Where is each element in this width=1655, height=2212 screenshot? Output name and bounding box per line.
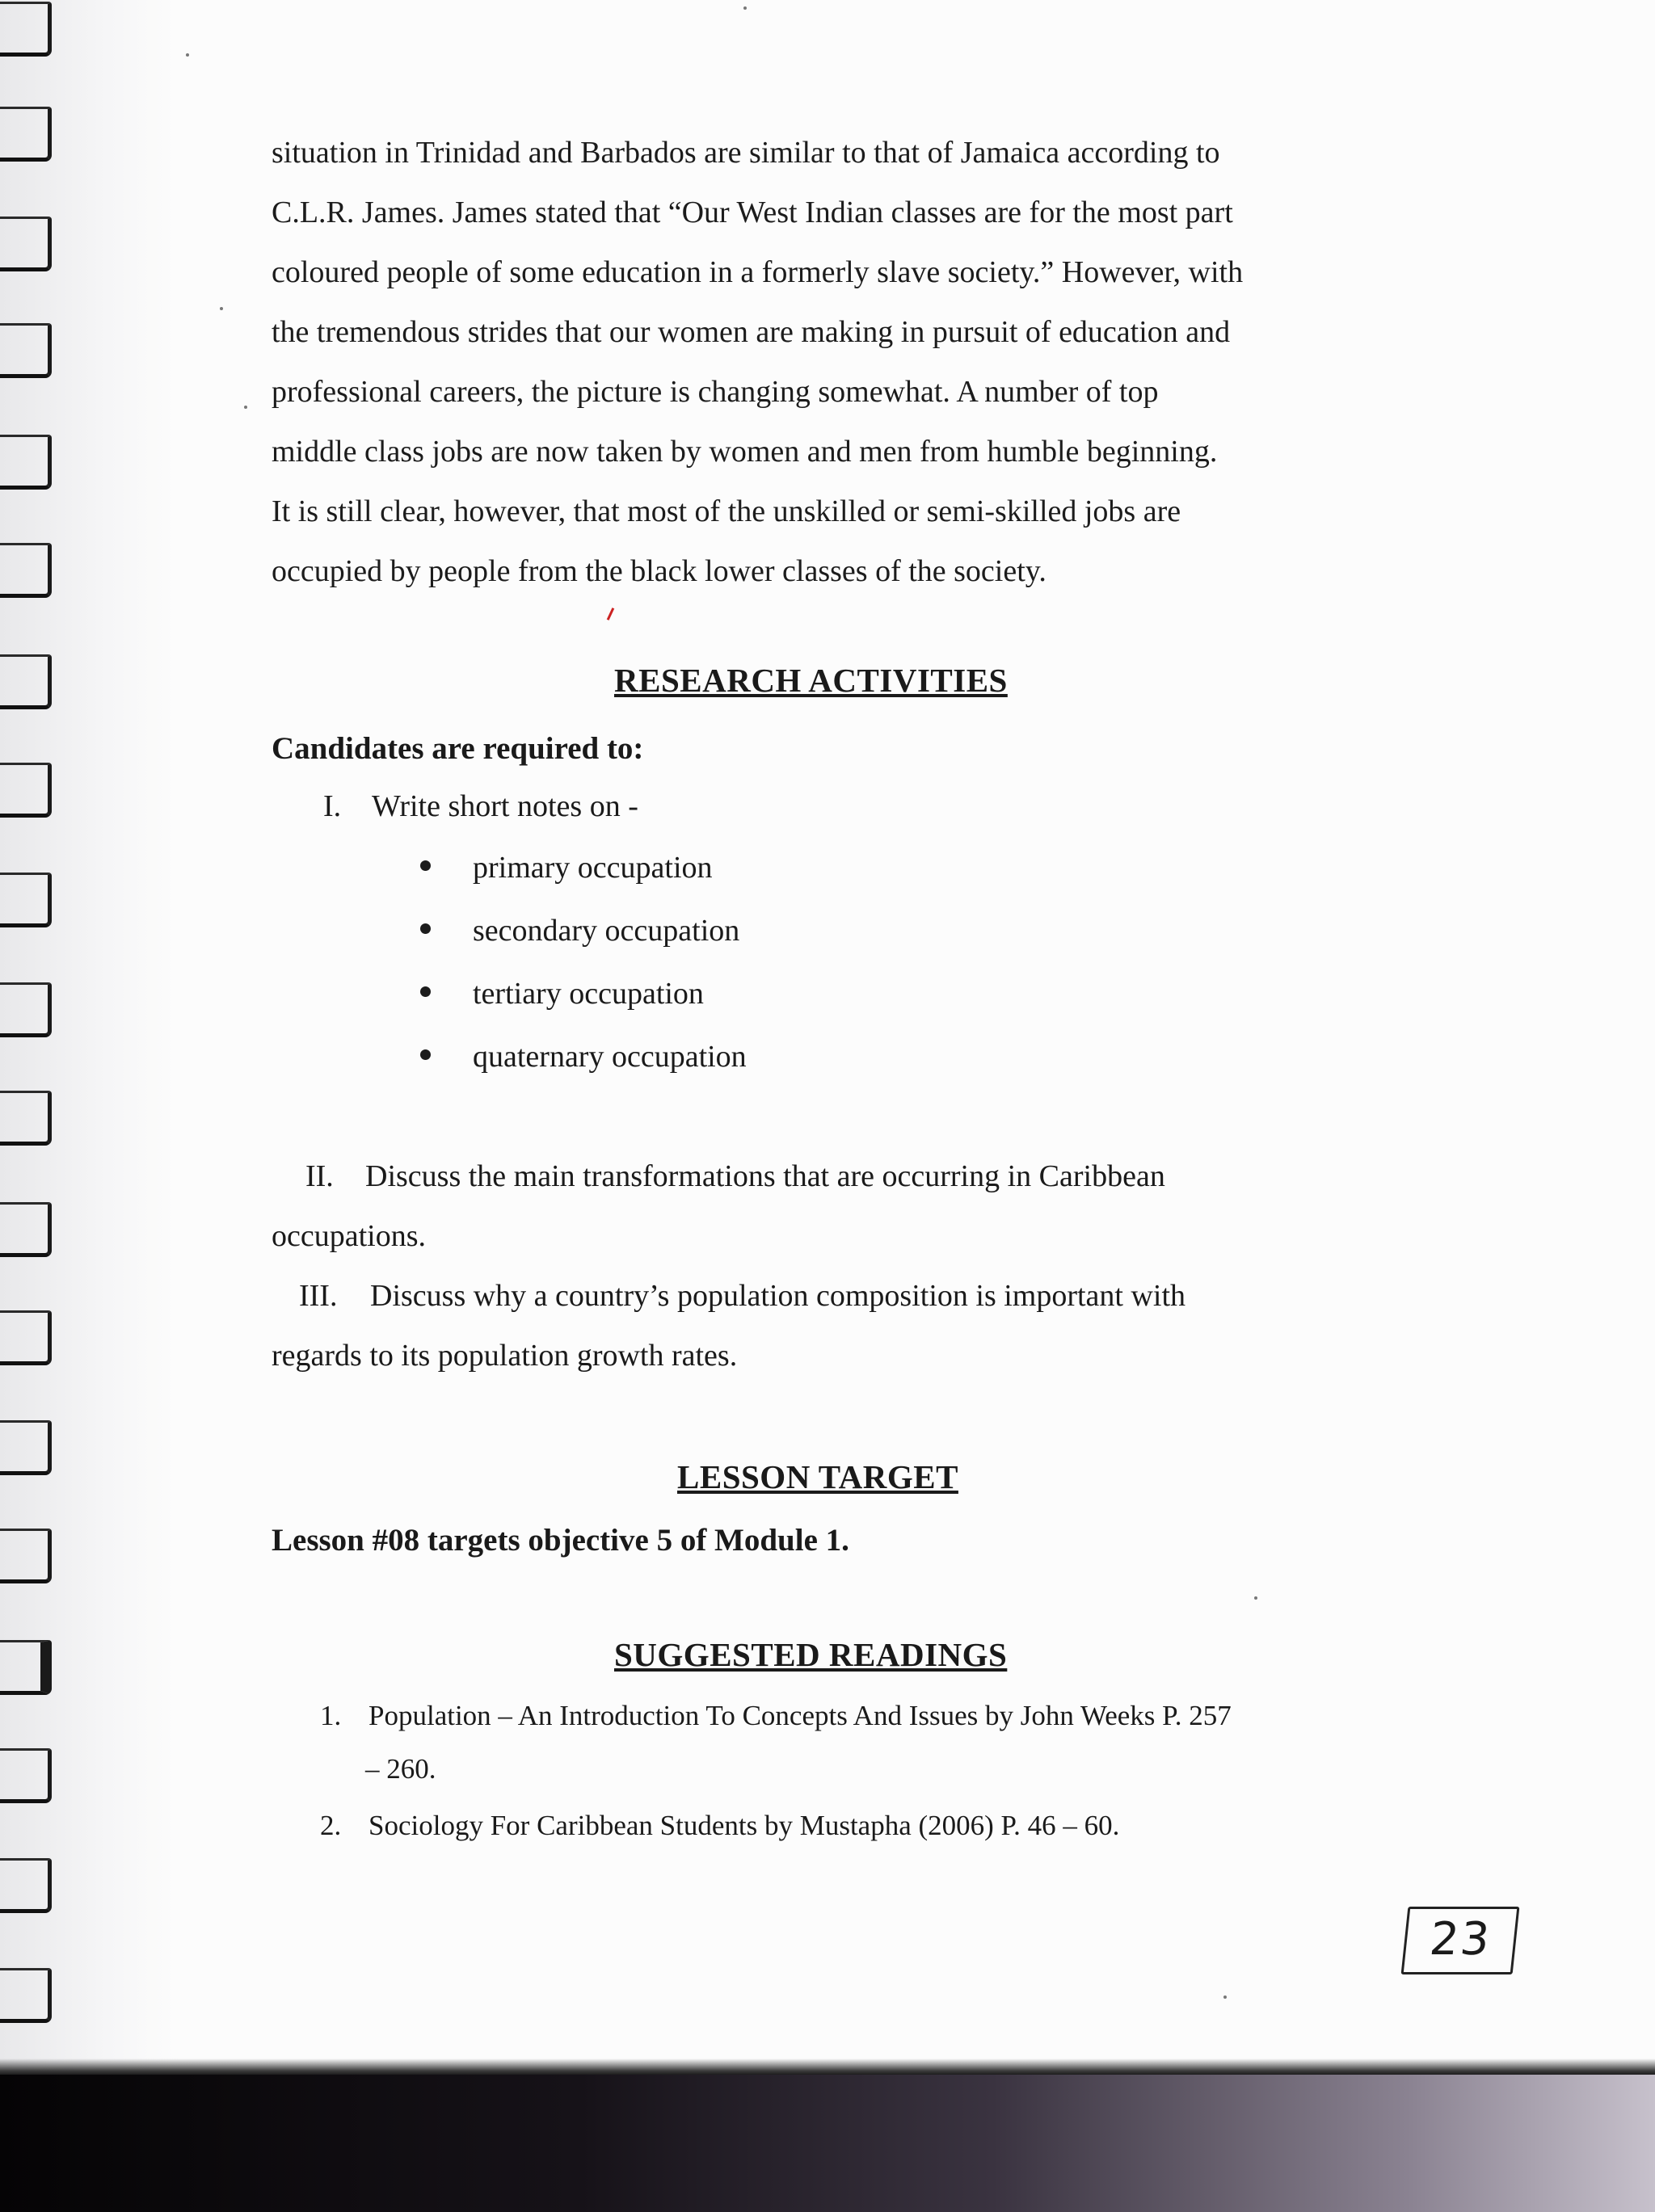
suggested-readings-heading: SUGGESTED READINGS (614, 1636, 1008, 1673)
binding-ring (0, 1091, 52, 1146)
research-item-continuation: regards to its population growth rates. (272, 1339, 738, 1373)
paragraph-line: professional careers, the picture is changing somewhat. A number of top (272, 375, 1159, 409)
reading-number: 2. (320, 1810, 342, 1841)
lesson-target-text: Lesson #08 targets objective 5 of Module 1. (272, 1523, 849, 1558)
reading-text: Sociology For Caribbean Students by Mustapha (2006) P. 46 – 60. (368, 1810, 1120, 1841)
scanner-background (0, 2075, 1655, 2212)
bullet-text: quaternary occupation (473, 1040, 747, 1074)
scan-speck (220, 307, 223, 310)
research-item-text: Discuss the main transformations that are occurring in Caribbean (365, 1159, 1165, 1193)
bullet-text: primary occupation (473, 851, 713, 885)
item-numeral: II. (305, 1159, 334, 1193)
paragraph-line: It is still clear, however, that most of the unskilled or semi-skilled jobs are (272, 494, 1181, 528)
binding-ring (0, 982, 52, 1037)
binding-ring (0, 763, 52, 818)
binding-ring (0, 1310, 52, 1365)
bullet-item (420, 850, 713, 885)
bullet-icon (420, 923, 431, 934)
paragraph-line: C.L.R. James. James stated that “Our West Indian classes are for the most part (272, 196, 1233, 229)
binding-ring (0, 217, 52, 271)
binding-ring (0, 1748, 52, 1803)
reading-continuation: – 260. (365, 1753, 436, 1785)
reading-number: 1. (320, 1700, 342, 1731)
bullet-text: tertiary occupation (473, 977, 704, 1011)
item-numeral: III. (299, 1279, 338, 1313)
paragraph-line: situation in Trinidad and Barbados are similar to that of Jamaica according to (272, 136, 1220, 170)
bullet-icon (420, 1049, 431, 1060)
binding-ring (0, 1858, 52, 1913)
lesson-target-heading: LESSON TARGET (677, 1458, 958, 1495)
paragraph-line: the tremendous strides that our women are making in pursuit of education and (272, 315, 1231, 349)
binding-ring (0, 543, 52, 598)
scan-speck (743, 6, 747, 10)
research-item-continuation: occupations. (272, 1219, 427, 1253)
research-item-text: Discuss why a country’s population composition is important with (370, 1279, 1186, 1313)
page-number: 23 (1401, 1907, 1520, 1974)
binding-ring (0, 1420, 52, 1475)
research-item-text: Write short notes on - (372, 789, 638, 823)
paragraph-line: occupied by people from the black lower classes of the society. (272, 554, 1046, 588)
paragraph-line: coloured people of some education in a formerly slave society.” However, with (272, 255, 1244, 289)
scan-speck (244, 406, 247, 409)
binding-ring (0, 2, 52, 57)
bullet-icon (420, 860, 431, 871)
paragraph-line: middle class jobs are now taken by women and men from humble beginning. (272, 435, 1218, 469)
research-intro: Candidates are required to: (272, 731, 644, 766)
binding-ring (0, 873, 52, 927)
scan-speck (1223, 1995, 1227, 1999)
bullet-icon (420, 986, 431, 997)
binding-ring (0, 323, 52, 378)
bullet-item (420, 1039, 747, 1074)
scan-speck (186, 53, 189, 57)
bullet-item (420, 913, 739, 948)
binding-ring (0, 1640, 52, 1695)
bullet-text: secondary occupation (473, 914, 740, 948)
binding-ring (0, 654, 52, 709)
research-activities-heading: RESEARCH ACTIVITIES (614, 662, 1008, 699)
binding-ring (0, 1202, 52, 1257)
binding-ring (0, 435, 52, 490)
reading-text: Population – An Introduction To Concepts And Issues by John Weeks P. 257 (368, 1700, 1232, 1731)
binding-ring (0, 1968, 52, 2023)
binding-ring (0, 107, 52, 162)
scan-speck (1254, 1596, 1257, 1600)
page-fold-edge (0, 2059, 1655, 2076)
bullet-item (420, 976, 704, 1011)
binding-ring (0, 1529, 52, 1583)
item-numeral: I. (323, 789, 342, 823)
